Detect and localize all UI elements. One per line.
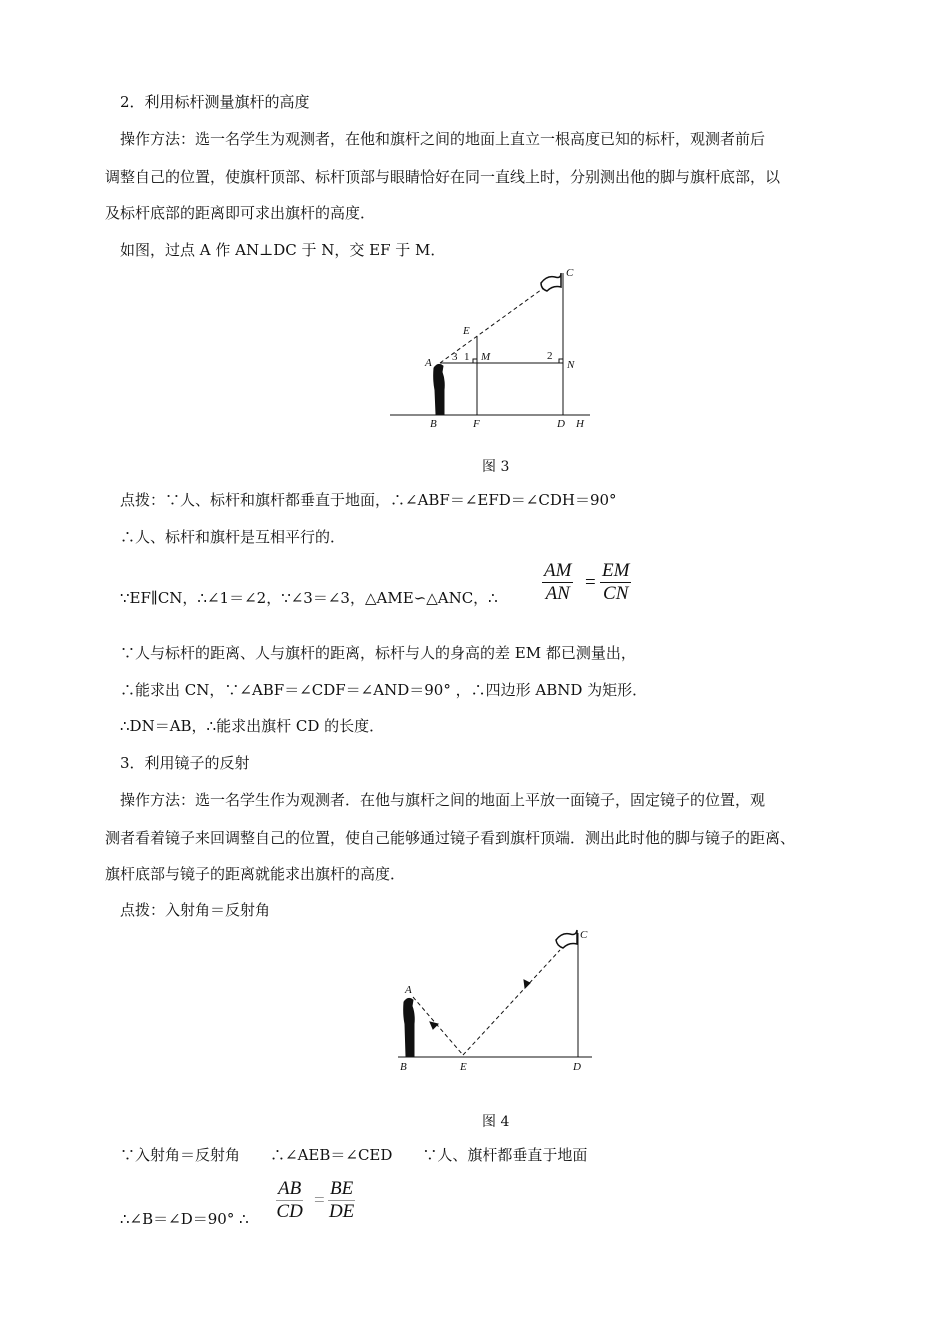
hint-line: 点拨：∵人、标杆和旗杆都垂直于地面，∴∠ABF＝∠EFD＝∠CDH＝90° xyxy=(120,491,617,509)
equals-sign: = xyxy=(585,572,596,593)
label-A: A xyxy=(425,357,432,369)
section2-title: 2．利用标杆测量旗杆的高度 xyxy=(120,93,310,111)
reason-line: ∵入射角＝反射角 ∴∠AEB＝∠CED ∵人、旗杆都垂直于地面 xyxy=(120,1146,588,1164)
method-line: 调整自己的位置，使旗杆顶部、标杆顶部与眼睛恰好在同一直线上时，分别测出他的脚与旗杆底部，以 xyxy=(105,168,781,186)
method-line: 测者看着镜子来回调整自己的位置，使自己能够通过镜子看到旗杆顶端．测出此时他的脚与镜子的距离、 xyxy=(105,829,796,847)
hint-line: ∴DN＝AB，∴能求出旗杆 CD 的长度． xyxy=(120,717,385,735)
reason-line: ∴∠B＝∠D＝90° ∴ xyxy=(120,1210,249,1228)
label-B: B xyxy=(400,1061,407,1073)
section3-title: 3．利用镜子的反射 xyxy=(120,754,250,772)
figure-3 xyxy=(390,273,590,415)
label-H: H xyxy=(576,418,584,430)
hint-line: ∵EF∥CN，∴∠1＝∠2，∵∠3＝∠3，△AME∽△ANC，∴ xyxy=(120,589,498,607)
label-A: A xyxy=(405,984,412,996)
fraction-em-cn: $\frac{EM}{CN}$ xyxy=(602,560,630,604)
label-E: E xyxy=(460,1061,467,1073)
equals-sign: = xyxy=(314,1190,325,1211)
label-N: N xyxy=(567,359,575,371)
label-angle-1: 1 xyxy=(464,351,470,363)
method-line: 旗杆底部与镜子的距离就能求出旗杆的高度． xyxy=(105,865,406,883)
label-D: D xyxy=(557,418,565,430)
hint-line: ∴能求出 CN，∵∠ABF＝∠CDF＝∠AND＝90° ，∴四边形 ABND 为矩形． xyxy=(120,681,648,699)
label-angle-3: 3 xyxy=(452,351,458,363)
fraction-ab-cd: $\frac{AB}{CD}$ xyxy=(276,1178,303,1222)
method-line: 操作方法：选一名学生作为观测者．在他与旗杆之间的地面上平放一面镜子，固定镜子的位置，观 xyxy=(120,791,766,809)
label-D: D xyxy=(573,1061,581,1073)
label-F: F xyxy=(473,418,480,430)
hint-text: 点拨：入射角＝反射角 xyxy=(120,901,271,919)
label-E: E xyxy=(463,325,470,337)
fraction-be-de: $\frac{BE}{DE}$ xyxy=(328,1178,355,1222)
hint-line: ∴人、标杆和旗杆是互相平行的． xyxy=(120,528,346,546)
fraction-am-an: $\frac{AM}{AN}$ xyxy=(544,560,572,604)
figure-4 xyxy=(398,930,592,1057)
label-M: M xyxy=(481,351,491,363)
label-angle-2: 2 xyxy=(547,350,553,362)
label-C: C xyxy=(566,267,574,279)
method-line: 及标杆底部的距离即可求出旗杆的高度． xyxy=(105,204,376,222)
label-B: B xyxy=(430,418,437,430)
construction-text: 如图，过点 A 作 AN⊥DC 于 N，交 EF 于 M． xyxy=(120,241,446,259)
hint-line: ∵人与标杆的距离、人与旗杆的距离，标杆与人的身高的差 EM 都已测量出， xyxy=(120,644,636,662)
method-line: 操作方法：选一名学生为观测者，在他和旗杆之间的地面上直立一根高度已知的标杆，观测者前后 xyxy=(120,130,766,148)
label-C: C xyxy=(580,929,588,941)
figure-3-caption: 图 3 xyxy=(482,459,510,475)
figure-4-caption: 图 4 xyxy=(482,1114,510,1130)
